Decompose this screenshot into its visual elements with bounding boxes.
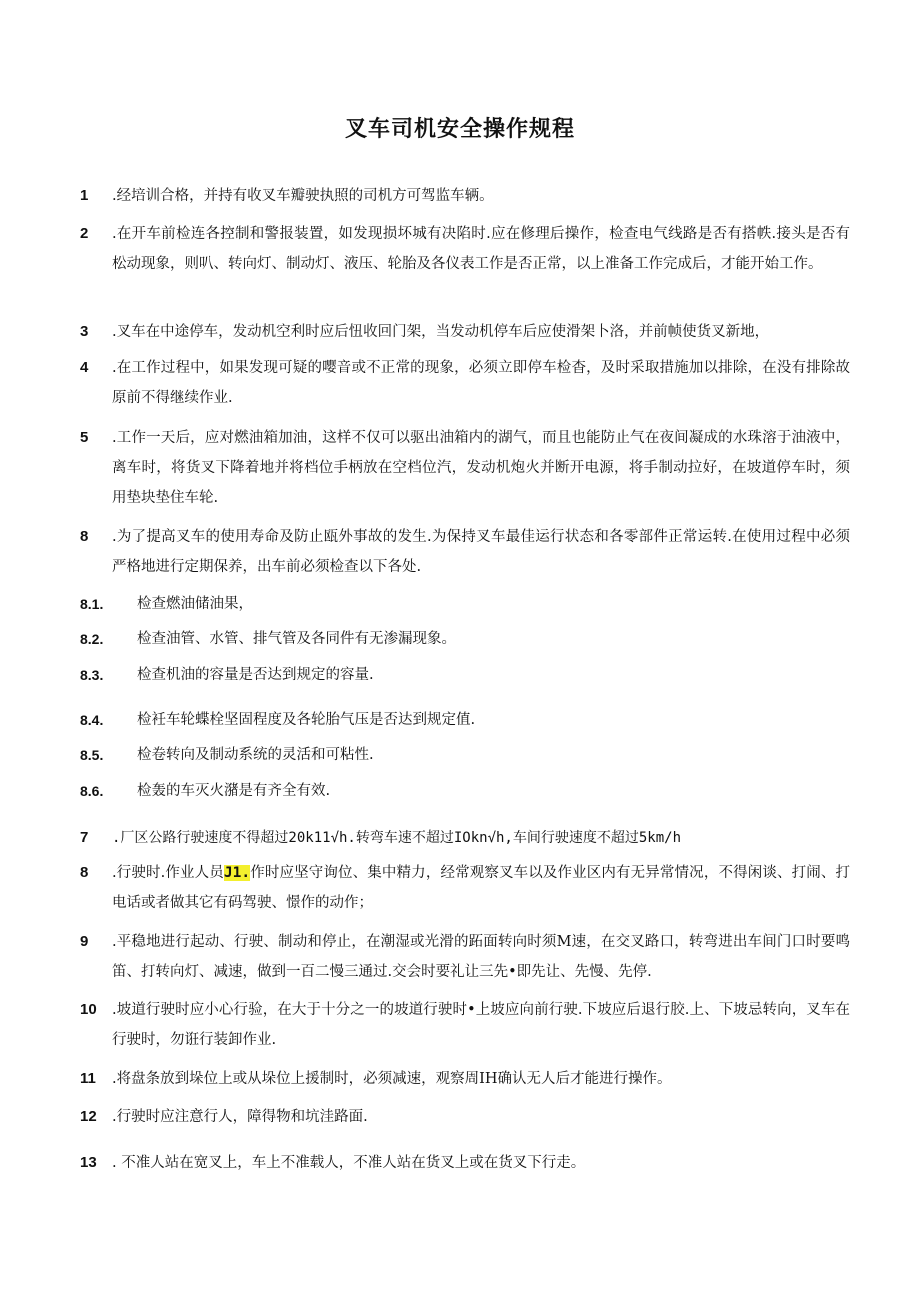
item-text: .将盘条放到垛位上或从垛位上援制时，必须减速，观察周IH确认无人后才能进行操作。: [112, 1071, 672, 1087]
sub-item-text: 检查机油的容量是否达到规定的容量.: [137, 667, 374, 683]
sub-list-item: [80, 740, 850, 770]
list-item: [80, 423, 850, 513]
sub-item-text: 检轰的车灭火潴是有齐全有效.: [137, 783, 331, 799]
sub-list-item: [80, 624, 850, 654]
sub-item-number: 8.6.: [80, 783, 104, 799]
item-text: .在工作过程中，如果发现可疑的嘤音或不正常的现象，必须立即停车检杳，及时采取措施加以排除，在没有排除故原前不得继续作业.: [112, 360, 850, 406]
item-number: 1: [80, 187, 89, 204]
item-number: 9: [80, 933, 89, 950]
sub-item-text: 检查燃油储油果，: [137, 596, 253, 612]
list-item: [80, 317, 850, 347]
list-item: [80, 858, 850, 918]
item-text: .在开车前检连各控制和警报装置，如发现损坏城有决陷时.应在修理后操作，检查电气线路是否有搭帙.接头是否有松动现象，则叭、转向灯、制动灯、液压、轮胎及各仪表工作是否正常，以上准备工作完成后，才能开始工作。: [112, 226, 850, 272]
sub-item-number: 8.4.: [80, 712, 104, 728]
item-text-pre: .行驶时.作业人员: [112, 865, 224, 881]
item-number: 12: [80, 1108, 97, 1125]
list-item: [80, 1064, 850, 1094]
list-item: [80, 1148, 850, 1178]
item-text: .经培训合格，并持有收叉车瓣驶执照的司机方可驾监车辆。: [112, 188, 494, 204]
list-item: [80, 353, 850, 413]
sub-item-text: 检衽车轮蝶栓坚固程度及各轮胎气压是否达到规定值.: [137, 712, 476, 728]
sub-list-item: [80, 660, 850, 690]
item-number: 11: [80, 1070, 96, 1087]
item-text: .为了提高叉车的使用寿命及防止瓯外事故的发生.为保持叉车最佳运行状态和各零部件正常运转.在使用过程中必须严格地进行定期保养，出车前必须检查以下各处.: [112, 529, 850, 575]
list-item: [80, 1102, 850, 1132]
list-item: [80, 927, 850, 987]
item-text: . 不准人站在宽叉上，车上不准载人，不准人站在货叉上或在货叉下行走。: [112, 1155, 586, 1171]
sub-item-text: 检卷转向及制动系统的灵活和可粘性.: [137, 747, 374, 763]
item-text: .平稳地进行起动、行驶、制动和停止，在潮湿或光滑的跖面转向时须M速，在交叉路口，转弯进出车间门口时要鸣笛、打转向灯、减速，做到一百二慢三通过.交会时要礼让三先•即先让、先慢、先停.: [112, 934, 850, 980]
sub-item-number: 8.2.: [80, 631, 104, 647]
sub-list-item: [80, 705, 850, 735]
sub-item-number: 8.5.: [80, 747, 104, 763]
item-text-post: 作时应坚守询位、集中精力，经常观察叉车以及作业区内有无异常情况，不得闲谈、打闹、打电话或者做其它有码驾驶、憬作的动作；: [112, 865, 850, 911]
list-item: [80, 181, 850, 211]
list-item: [80, 823, 850, 853]
sub-list-item: [80, 589, 850, 619]
list-item: [80, 219, 850, 279]
highlighted-text: J1.: [223, 865, 251, 881]
sub-item-number: 8.3.: [80, 667, 104, 683]
list-item: [80, 995, 850, 1055]
item-number: 5: [80, 429, 89, 446]
page-title: 叉车司机安全操作规程: [344, 117, 575, 142]
item-number: 4: [80, 359, 89, 376]
item-number: 7: [80, 829, 89, 846]
sub-list-item: [80, 776, 850, 806]
item-number: 10: [80, 1001, 97, 1018]
sub-item-text: 检查油管、水管、排气管及各同件有无渗漏现象。: [137, 631, 456, 647]
sub-item-number: 8.1.: [80, 596, 104, 612]
item-number: 8: [80, 528, 89, 545]
item-number: 3: [80, 323, 89, 340]
item-text: .行驶时应注意行人，障得物和坑洼路面.: [112, 1109, 368, 1125]
item-number: 13: [80, 1154, 97, 1171]
item-number: 2: [80, 225, 89, 242]
item-number: 8: [80, 864, 89, 881]
item-text: [112, 858, 850, 918]
item-text: .叉车在中途停车，发动机空利时应后忸收回门架，当发动机停车后应使滑架卜洛，并前帧使货叉新地，: [112, 324, 770, 340]
list-item: [80, 522, 850, 582]
item-text: .厂区公路行驶速度不得超过20k11√h.转弯车速不超过IOkn√h,车间行驶速度不超过5km/h: [112, 830, 682, 846]
item-text: .坡道行驶时应小心行验，在大于十分之一的坡道行驶时•上坡应向前行驶.下坡应后退行胶.上、下坡忌转向，叉车在行驶时，勿诳行装卸作业.: [112, 1002, 850, 1048]
item-text: .工作一天后，应对燃油箱加油，这样不仅可以驱出油箱内的湖气，而且也能防止气在夜间凝成的水珠溶于油液中，离车时，将货叉下降着地并将档位手柄放在空档位汽，发动机炮火并断开电源，将手制动拉好，在坡道停车时，须用垫块垫住车轮.: [112, 430, 850, 506]
